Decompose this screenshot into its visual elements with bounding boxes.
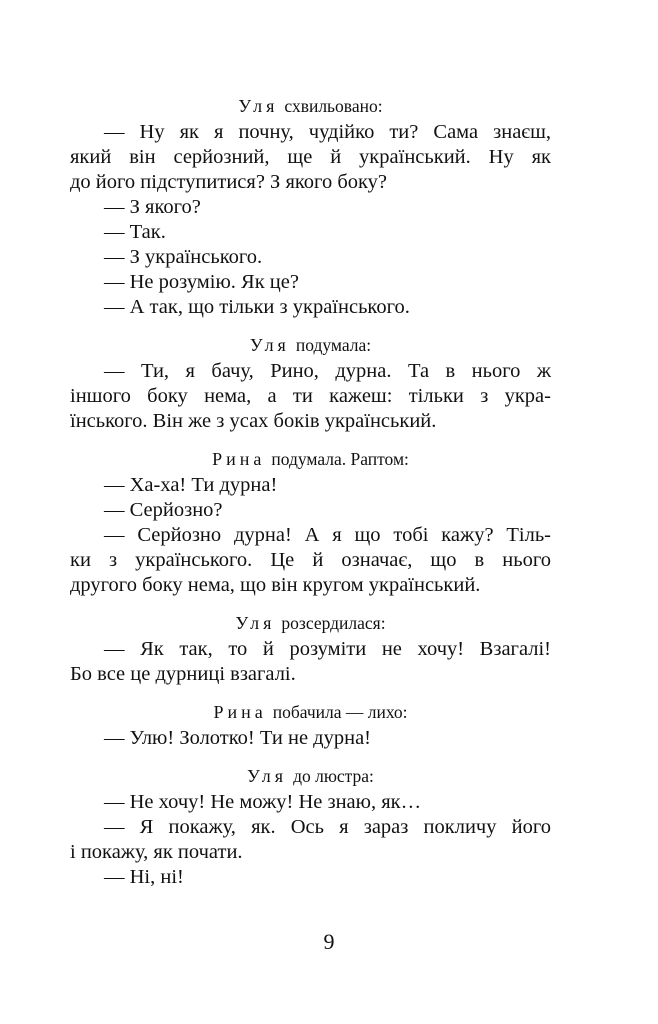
dialogue-text — [70, 95, 551, 904]
text-line: — Я покажу, як. Ось я зараз покличу його — [104, 816, 551, 838]
speaker-remark: схвильовано: — [284, 96, 383, 116]
speaker-remark: до люстра: — [293, 766, 374, 786]
text-line: — Ну як я почну, чудійко ти? Сама знаєш, — [104, 121, 551, 143]
text-line: — Улю! Золотко! Ти не дурна! — [104, 727, 371, 749]
text-line: до його підступитися? З якого боку? — [70, 171, 388, 193]
dialogue-block — [70, 765, 551, 890]
stage-direction — [70, 765, 551, 787]
text-line: — Як так, то й розуміти не хочу! Взагалі! — [104, 638, 551, 660]
page-number: 9 — [323, 929, 335, 954]
text-line: іншого боку нема, а ти кажеш: тільки з укра- — [70, 385, 551, 407]
speaker-name: Уля — [249, 335, 290, 355]
dialogue-block — [70, 95, 551, 320]
text-line: — Серйозно дурна! А я що тобі кажу? Тіль- — [104, 524, 551, 546]
text-line: — З якого? — [104, 196, 201, 218]
dialogue-block — [70, 612, 551, 687]
stage-direction — [70, 95, 551, 117]
text-line: який він серйозний, ще й український. Ну як — [70, 146, 551, 168]
text-line: — Серйозно? — [104, 499, 223, 521]
stage-direction — [70, 612, 551, 634]
text-line: їнського. Він же з усах боків український. — [70, 410, 437, 432]
speaker-name: Рина — [213, 702, 267, 722]
speaker-remark: подумала: — [295, 335, 372, 355]
speaker-remark: подумала. Раптом: — [271, 449, 409, 469]
text-line: — Так. — [104, 221, 166, 243]
text-line: — З українського. — [104, 246, 263, 268]
stage-direction — [70, 701, 551, 723]
text-line: і покажу, як почати. — [70, 841, 243, 863]
dialogue-block — [70, 334, 551, 434]
speaker-name: Уля — [247, 766, 288, 786]
text-line: ки з українського. Це й означає, що в нього — [70, 549, 551, 571]
speaker-remark: побачила — лихо: — [272, 702, 408, 722]
text-line: — Ні, ні! — [104, 866, 184, 888]
text-line: другого боку нема, що він кругом український. — [70, 574, 481, 596]
speaker-name: Уля — [238, 96, 279, 116]
text-line: — Не розумію. Як це? — [104, 271, 299, 293]
speaker-name: Уля — [235, 613, 276, 633]
stage-direction — [70, 448, 551, 470]
stage-direction — [70, 334, 551, 356]
speaker-remark: розсердилася: — [281, 613, 386, 633]
text-line: — А так, що тільки з українського. — [104, 296, 410, 318]
text-line: — Ха-ха! Ти дурна! — [104, 474, 278, 496]
dialogue-block — [70, 448, 551, 598]
text-line: — Не хочу! Не можу! Не знаю, як… — [104, 791, 422, 813]
speaker-name: Рина — [212, 449, 266, 469]
text-line: Бо все це дурниці взагалі. — [70, 663, 296, 685]
dialogue-block — [70, 701, 551, 751]
text-line: — Ти, я бачу, Рино, дурна. Та в нього ж — [104, 360, 551, 382]
